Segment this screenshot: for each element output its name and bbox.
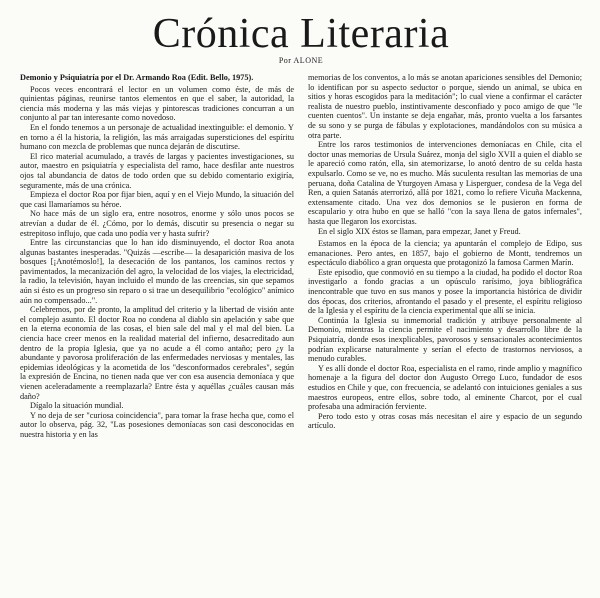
paragraph: Celebremos, por de pronto, la amplitud del criterio y la libertad de visión ante el complejo asunto. El doctor Roa no condena al diablo sin apelación y sabe que en la eterna economía de las cosas, el bien sale del mal y el mal del bien. La ciencia hace creer menos en la realidad material del infierno, desacreditado aun dentro de la propia Iglesia, que ya no acude a él como antaño; pero ¿y la abundante y pavorosa proliferación de las enfermedades nerviosas y mentales, las epidemias ideológicas y la acometida de los "desconformados cerebrales", según la expresión de Encina, no tienen nada que ver con esa ausencia demoníaca y que vienen aceleradamente a reemplazarla? Entre ésta y aquéllas ¿cuáles causan más daño? [20,305,294,401]
left-column [20,73,294,440]
paragraph: Y no deja de ser "curiosa coincidencia", para tomar la frase hecha que, como el autor lo observa, pág. 32, "Las posesiones demoníacas son casi desconocidas en nuestra historia y en las [20,410,294,439]
paragraph: Este episodio, que conmovió en su tiempo a la ciudad, ha podido el doctor Roa investigarlo a fondo gracias a un opúsculo rarísimo, joya bibliográfica inencontrable que tuvo en sus manos y posee la importancia histórica de dividir dos épocas, dos criterios, afrontando el pasado y el presente, el espíritu religioso de la Iglesia y el espíritu de la ciencia experimental que allí se inicia. [308,267,582,316]
right-column [308,73,582,440]
paragraph: Estamos en la época de la ciencia; ya apuntarán el complejo de Edipo, sus emanaciones. Pero antes, en 1857, bajo el gobierno de Montt, tendremos un espectáculo diabólico a gran orquesta que protagonizó la famosa Carmen Marín. [308,239,582,268]
paragraph: El rico material acumulado, a través de largas y pacientes investigaciones, su autor, maestro en psiquiatría y especialista del ramo, hace desfilar ante nuestros ojos tal abundancia de datos de todo orden que su debido comentario exigiría, seguramente, más de una crónica. [20,151,294,190]
article-heading: Demonio y Psiquiatría por el Dr. Armando Roa (Edit. Bello, 1975). [20,73,254,82]
masthead [20,12,582,65]
paragraph: Empieza el doctor Roa por fijar bien, aquí y en el Viejo Mundo, la situación del que casi llamaríamos su héroe. [20,190,294,209]
paragraph: Entre los raros testimonios de intervenciones demoníacas en Chile, cita el doctor unas memorias de Ursula Suárez, monja del siglo XVII a quien el diablo se le apareció como ratón, ella, sin atemorizarse, lo anotó dentro de su celda hasta expulsarlo. Como se ve, no es mucho. Más suculenta resultan las memorias de una peruana, doña Catalina de Yturgoyen Amasa y Lisperguer, condesa de la Vega del Ren, a quien Satanás aterrorizó, allá por 1821, como lo refiere Vicuña Mackenna, extensamente citado. Una vez dos demonios se le pusieron en forma de escapulario y otra hubo en que se halló "con la saya llena de gatos infernales", hasta que llegaron los exorcistas. [308,140,582,226]
paragraph: No hace más de un siglo era, entre nosotros, enorme y sólo unos pocos se atrevían a dudar de él. ¿Cómo, por lo demás, discutir su presencia o negar su estrepitoso influjo, que cada uno podía ver y hasta sufrir? [20,209,294,238]
paragraph: memorias de los conventos, a lo más se anotan apariciones sensibles del Demonio; lo identifican por su aspecto seductor o porque, siendo un animal, se ubica en sitios y horas escogidos para la meditación"; lo cual viene a confirmar el carácter realista de nuestro pueblo, instintivamente desconfiado y poco amigo de que "le cuenten cuentos". Un instante se deja engañar, más, pronto vuelta a los farsantes de su sono y se purga de fábulas y explotaciones, mandándolos con su música a otra parte. [308,73,582,140]
byline: Por ALONE [278,56,324,65]
article-columns [20,73,582,440]
paragraph: Dígalo la situación mundial. [30,401,124,411]
paragraph: En el fondo tenemos a un personaje de actualidad inextinguible: el demonio. Y en torno a él la historia, la religión, las más arraigadas supersticiones del espíritu humano con mezcla de problemas que nunca dejarán de discutirse. [20,122,294,152]
paragraph: Entre las circunstancias que lo han ido disminuyendo, el doctor Roa anota algunas bastantes inesperadas. "Quizás —escribe— la desaparición masiva de los bosques [¡Anotémoslo!], la desecación de los pantanos, los caminos rectos y pavimentados, la mecanización del agro, la velocidad de los viajes, la electricidad, la radio, la televisión, hayan incluido el mundo de las creencias, sin que sepamos aún si ésto es un progreso sin reparo o si trae un desequilibrio "ecológico" anímico aún no compensado...". [20,238,294,305]
paragraph: Pero todo esto y otras cosas más necesitan el aire y espacio de un segundo artículo. [308,411,582,431]
paragraph: Continúa la Iglesia su inmemorial tradición y atribuye personalmente al Demonio, mientras la ciencia permite el nacimiento y desarrollo libre de la Psiquiatría, donde esos inexplicables, pavorosos y sensacionales acontecimientos podrían explicarse naturalmente y serían el efecto de trastornos nerviosos, a menudo curables. [308,315,582,364]
paragraph: En el siglo XIX éstos se llaman, para empezar, Janet y Freud. [318,226,521,236]
paragraph: Y es allí donde el doctor Roa, especialista en el ramo, rinde amplio y magnífico homenaje a la figura del doctor don Augusto Orrego Luco, fundador de esos estudios en Chile y que, con frecuencia, se adelantó con intuiciones geniales a sus maestros europeos, entre ellos, sobre todo, al eminente Charcot, por el cual profesaba una admiración ferviente. [308,363,582,412]
paragraph: Pocos veces encontrará el lector en un volumen como éste, de más de quinientas páginas, reunirse tantos elementos en que el saber, la autoridad, la ciencia más moderna y las más viejas y pintorescas tradiciones concurran a un conjunto al par tan interesante como novedoso. [20,84,294,123]
page-title: Crónica Literaria [152,11,450,57]
